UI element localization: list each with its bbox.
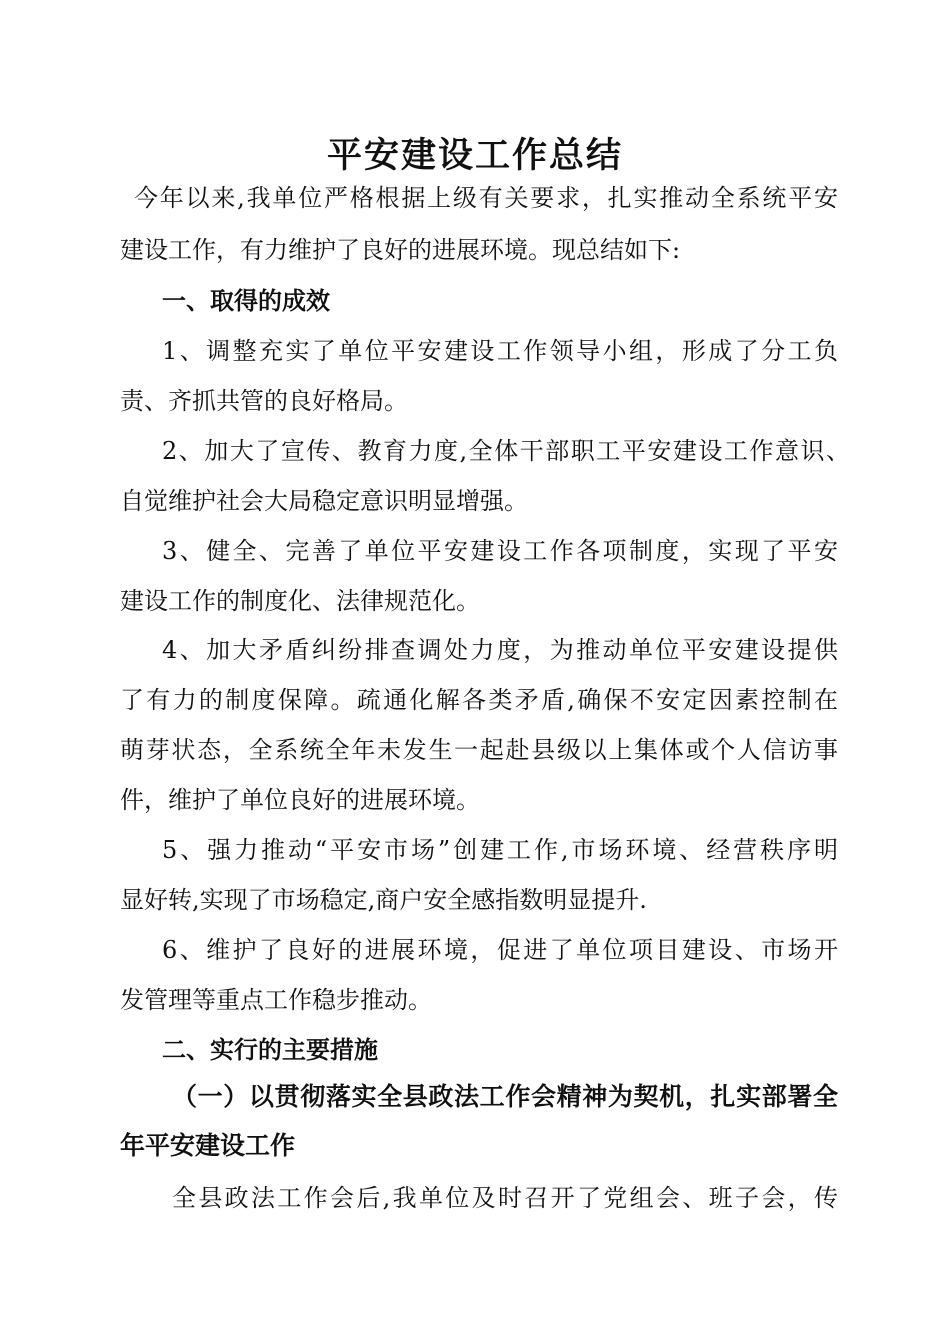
paragraph-line: 2、加大了宣传、教育力度,全体干部职工平安建设工作意识、 <box>162 437 850 465</box>
paragraph-line: 件，维护了单位良好的进展环境。 <box>120 786 480 814</box>
paragraph-line: 4、加大矛盾纠纷排查调处力度，为推动单位平安建设提供 <box>162 636 838 664</box>
section-heading: 二、实行的主要措施 <box>162 1036 378 1064</box>
paragraph-line: 全县政法工作会后,我单位及时召开了党组会、班子会，传 <box>172 1184 838 1212</box>
paragraph-line: 3、健全、完善了单位平安建设工作各项制度，实现了平安 <box>162 537 838 565</box>
paragraph-line: 自觉维护社会大局稳定意识明显增强。 <box>120 487 528 515</box>
subsection-heading: （一）以贯彻落实全县政法工作会精神为契机，扎实部署全 <box>172 1082 838 1111</box>
paragraph-line: 责、齐抓共管的良好格局。 <box>120 387 408 415</box>
paragraph-line: 了有力的制度保障。疏通化解各类矛盾,确保不安定因素控制在 <box>120 686 838 714</box>
paragraph-line: 今年以来,我单位严格根据上级有关要求，扎实推动全系统平安 <box>134 184 838 212</box>
document-title: 平安建设工作总结 <box>326 135 623 176</box>
paragraph-line: 5、强力推动“平安市场”创建工作,市场环境、经营秩序明 <box>162 836 838 864</box>
paragraph-line: 1、调整充实了单位平安建设工作领导小组，形成了分工负 <box>162 337 838 365</box>
paragraph-line: 建设工作的制度化、法律规范化。 <box>120 587 480 615</box>
paragraph-line: 显好转,实现了市场稳定,商户安全感指数明显提升. <box>120 886 647 914</box>
paragraph-line: 建设工作，有力维护了良好的进展环境。现总结如下: <box>120 236 681 264</box>
section-heading: 一、取得的成效 <box>162 287 330 315</box>
paragraph-line: 6、维护了良好的进展环境，促进了单位项目建设、市场开 <box>162 936 838 964</box>
paragraph-line: 发管理等重点工作稳步推动。 <box>120 986 432 1014</box>
paragraph-line: 萌芽状态，全系统全年未发生一起赴县级以上集体或个人信访事 <box>120 736 838 764</box>
subsection-heading: 年平安建设工作 <box>120 1131 296 1160</box>
